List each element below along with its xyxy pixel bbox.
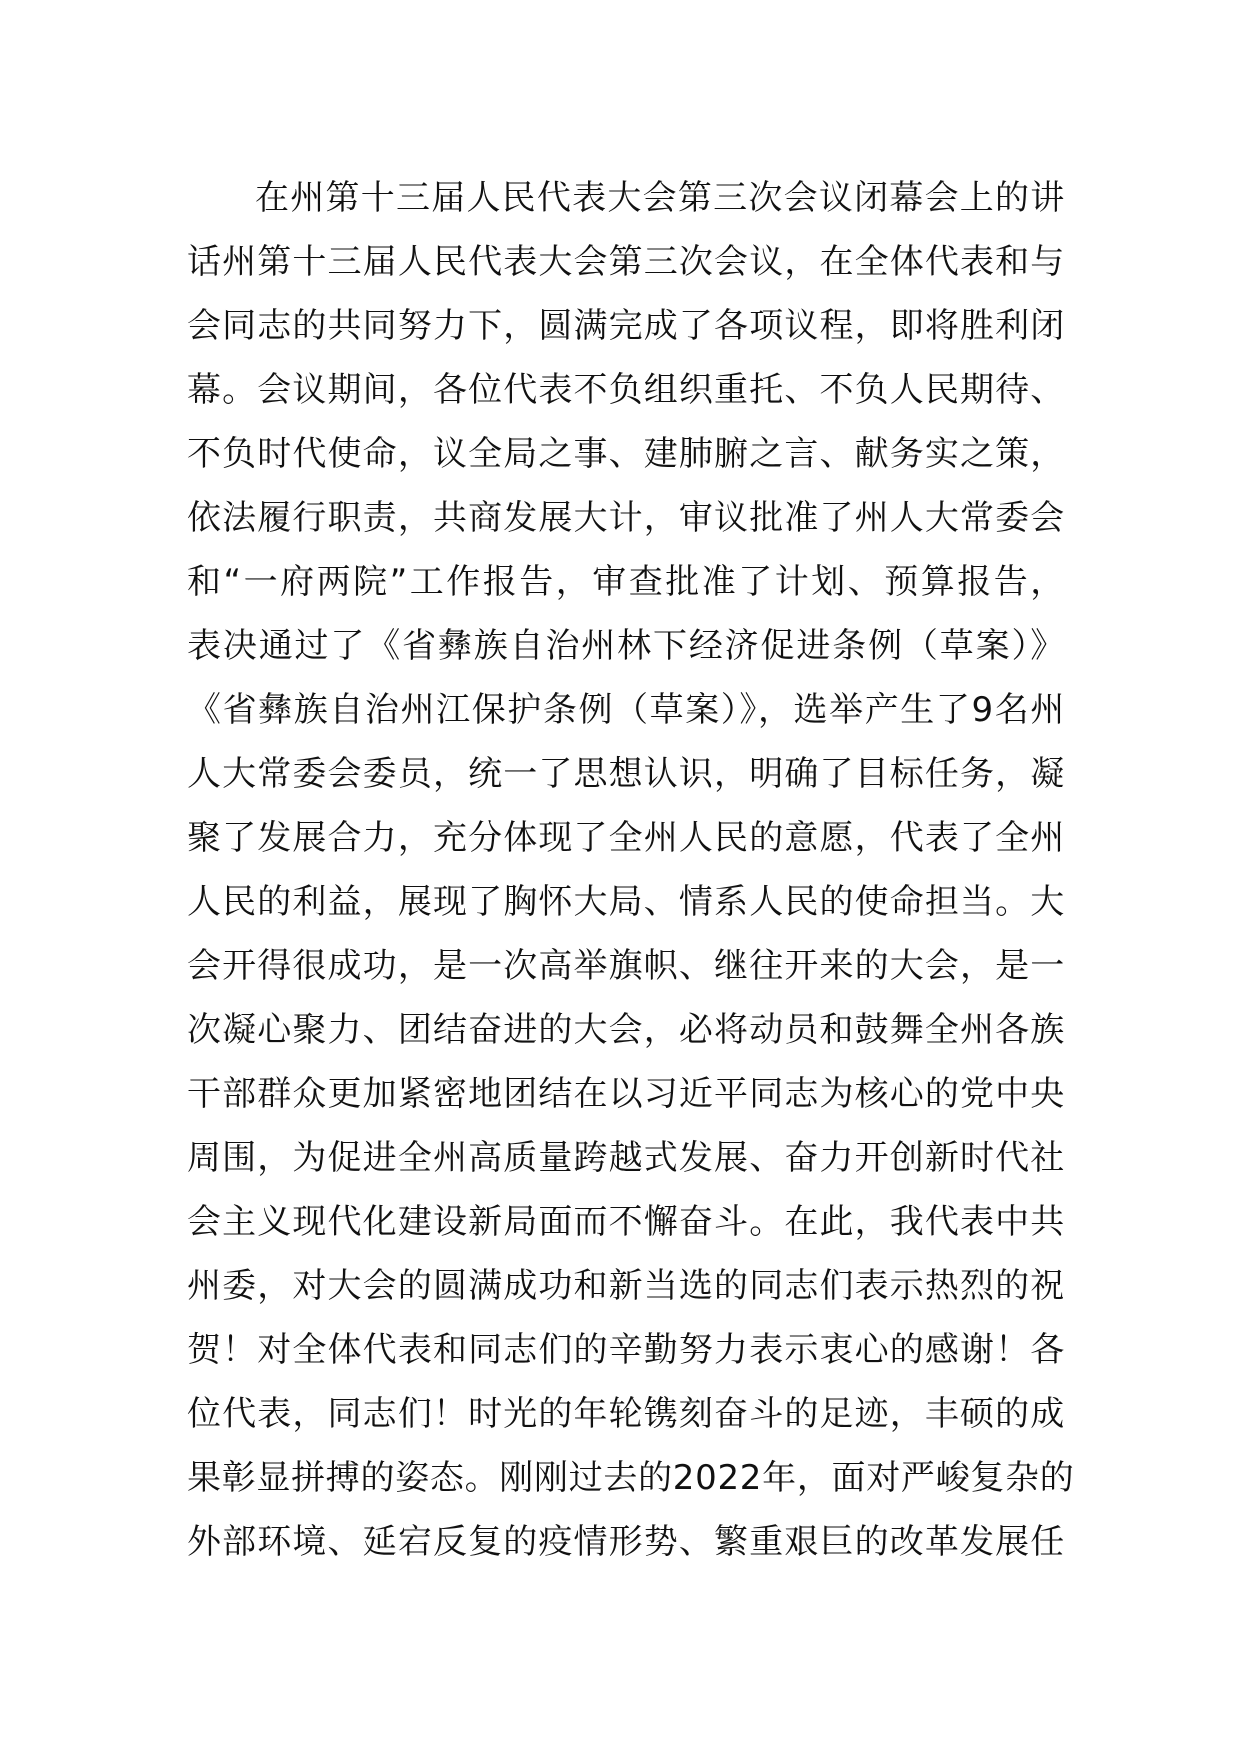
text-line: 次凝心聚力、团结奋进的大会，必将动员和鼓舞全州各族	[187, 1010, 1065, 1050]
text-line: 会开得很成功，是一次高举旗帜、继往开来的大会，是一	[187, 946, 1065, 986]
text-line: 外部环境、延宕反复的疫情形势、繁重艰巨的改革发展任	[187, 1522, 1065, 1562]
text-line: 聚了发展合力，充分体现了全州人民的意愿，代表了全州	[187, 818, 1065, 858]
text-line: 人民的利益，展现了胸怀大局、情系人民的使命担当。大	[187, 882, 1065, 922]
text-line: 《省彝族自治州江保护条例（草案）》，选举产生了9名州	[187, 690, 1065, 730]
text-line: 位代表，同志们！时光的年轮镌刻奋斗的足迹，丰硕的成	[187, 1394, 1065, 1434]
text-line: 和“一府两院”工作报告，审查批准了计划、预算报告，	[187, 562, 1065, 602]
text-line: 不负时代使命，议全局之事、建肺腑之言、献务实之策，	[187, 434, 1065, 474]
text-line: 表决通过了《省彝族自治州林下经济促进条例（草案）》	[187, 626, 1065, 666]
text-line: 干部群众更加紧密地团结在以习近平同志为核心的党中央	[187, 1074, 1065, 1114]
text-line: 幕。会议期间，各位代表不负组织重托、不负人民期待、	[187, 370, 1065, 410]
text-line: 会同志的共同努力下，圆满完成了各项议程，即将胜利闭	[187, 306, 1065, 346]
text-line: 话州第十三届人民代表大会第三次会议，在全体代表和与	[187, 242, 1065, 282]
text-line: 依法履行职责，共商发展大计，审议批准了州人大常委会	[187, 498, 1065, 538]
text-line: 人大常委会委员，统一了思想认识，明确了目标任务，凝	[187, 754, 1065, 794]
text-line: 果彰显拼搏的姿态。刚刚过去的2022年，面对严峻复杂的	[187, 1458, 1075, 1498]
speech-paragraph	[187, 166, 1075, 1574]
text-line: 会主义现代化建设新局面而不懈奋斗。在此，我代表中共	[187, 1202, 1065, 1242]
text-line: 贺！对全体代表和同志们的辛勤努力表示衷心的感谢！各	[187, 1330, 1065, 1370]
text-line: 周围，为促进全州高质量跨越式发展、奋力开创新时代社	[187, 1138, 1065, 1178]
text-line: 州委，对大会的圆满成功和新当选的同志们表示热烈的祝	[187, 1266, 1065, 1306]
text-line: 在州第十三届人民代表大会第三次会议闭幕会上的讲	[255, 178, 1065, 218]
